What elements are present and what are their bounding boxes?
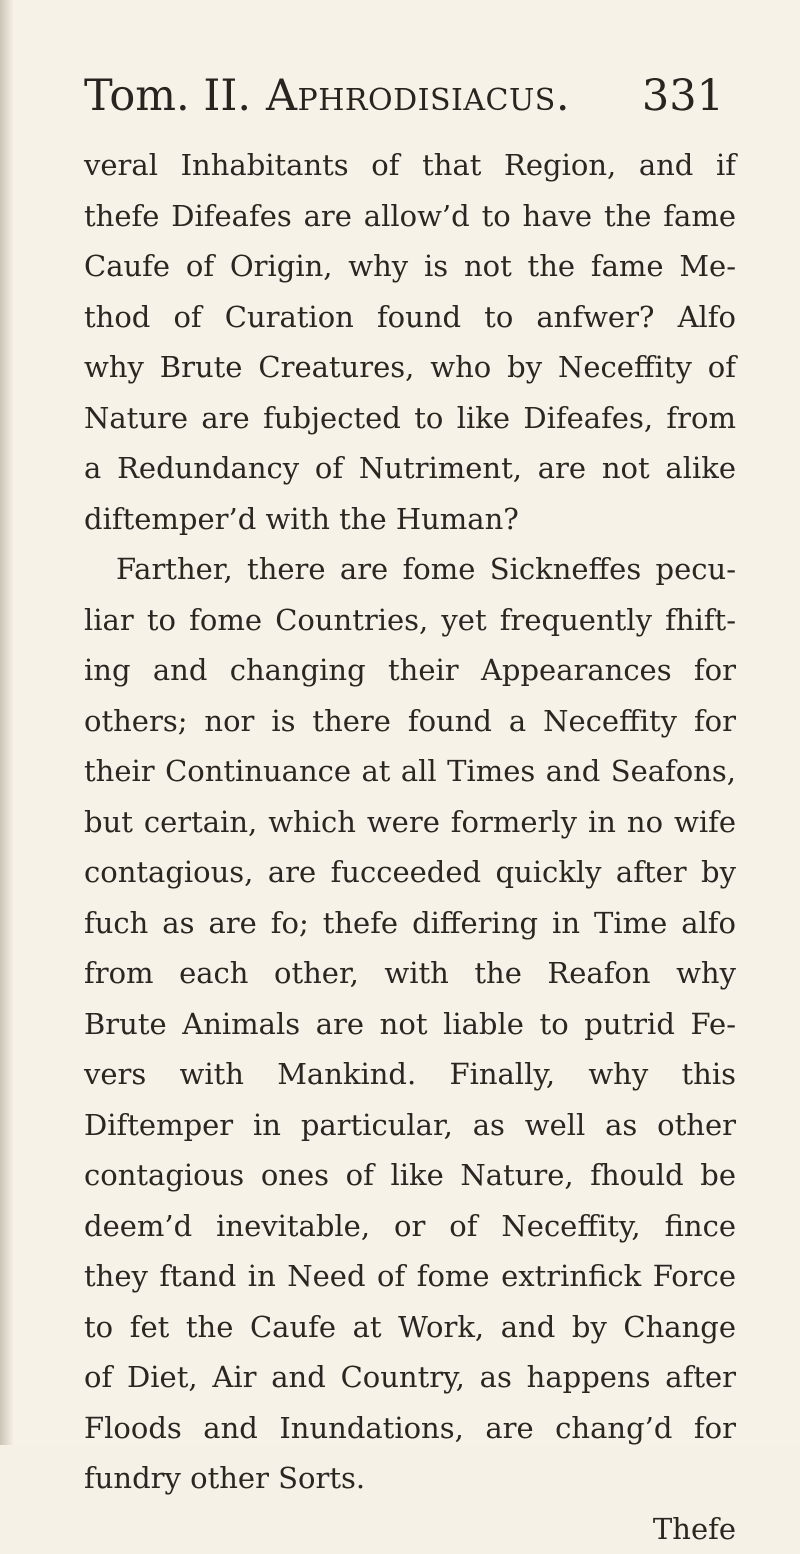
text-line: thod of Curation found to anfwer? Alfo	[84, 292, 736, 343]
text-line: contagious, are fucceeded quickly after by	[84, 847, 736, 898]
text-line: Diftemper in particular, as well as other	[84, 1100, 736, 1151]
volume-label: Tom. II.	[84, 66, 251, 126]
text-line: others; nor is there found a Neceffity for	[84, 696, 736, 747]
body-text	[84, 140, 736, 1554]
text-line: contagious ones of like Nature, fhould be	[84, 1150, 736, 1201]
text-line: a Redundancy of Nutriment, are not alike	[84, 443, 736, 494]
text-line: fundry other Sorts.	[84, 1453, 736, 1504]
page-number: 331	[642, 66, 724, 126]
running-title: Aphrodisiacus.	[266, 66, 570, 126]
text-line: they ftand in Need of fome extrinfick Force	[84, 1251, 736, 1302]
text-line: but certain, which were formerly in no wife	[84, 797, 736, 848]
text-line: fuch as are fo; thefe differing in Time alfo	[84, 898, 736, 949]
text-line: veral Inhabitants of that Region, and if	[84, 140, 736, 191]
text-line: Floods and Inundations, are chang’d for	[84, 1403, 736, 1454]
text-line: thefe Difeafes are allow’d to have the fame	[84, 191, 736, 242]
text-line: their Continuance at all Times and Seafons,	[84, 746, 736, 797]
running-header	[84, 66, 724, 126]
text-line: liar to fome Countries, yet frequently fhift-	[84, 595, 736, 646]
text-line: of Diet, Air and Country, as happens after	[84, 1352, 736, 1403]
text-line: diftemper’d with the Human?	[84, 494, 736, 545]
page-gutter-shadow	[0, 0, 14, 1445]
text-line: to fet the Caufe at Work, and by Change	[84, 1302, 736, 1353]
text-line: from each other, with the Reafon why	[84, 948, 736, 999]
text-line: vers with Mankind. Finally, why this	[84, 1049, 736, 1100]
text-line: Nature are fubjected to like Difeafes, from	[84, 393, 736, 444]
text-line: why Brute Creatures, who by Neceffity of	[84, 342, 736, 393]
catchword: Thefe	[84, 1504, 736, 1554]
text-line: deem’d inevitable, or of Neceffity, fince	[84, 1201, 736, 1252]
text-line: Brute Animals are not liable to putrid Fe-	[84, 999, 736, 1050]
text-line: Caufe of Origin, why is not the fame Me-	[84, 241, 736, 292]
text-line: ing and changing their Appearances for	[84, 645, 736, 696]
text-line-paragraph-start: Farther, there are fome Sickneffes pecu-	[84, 544, 736, 595]
